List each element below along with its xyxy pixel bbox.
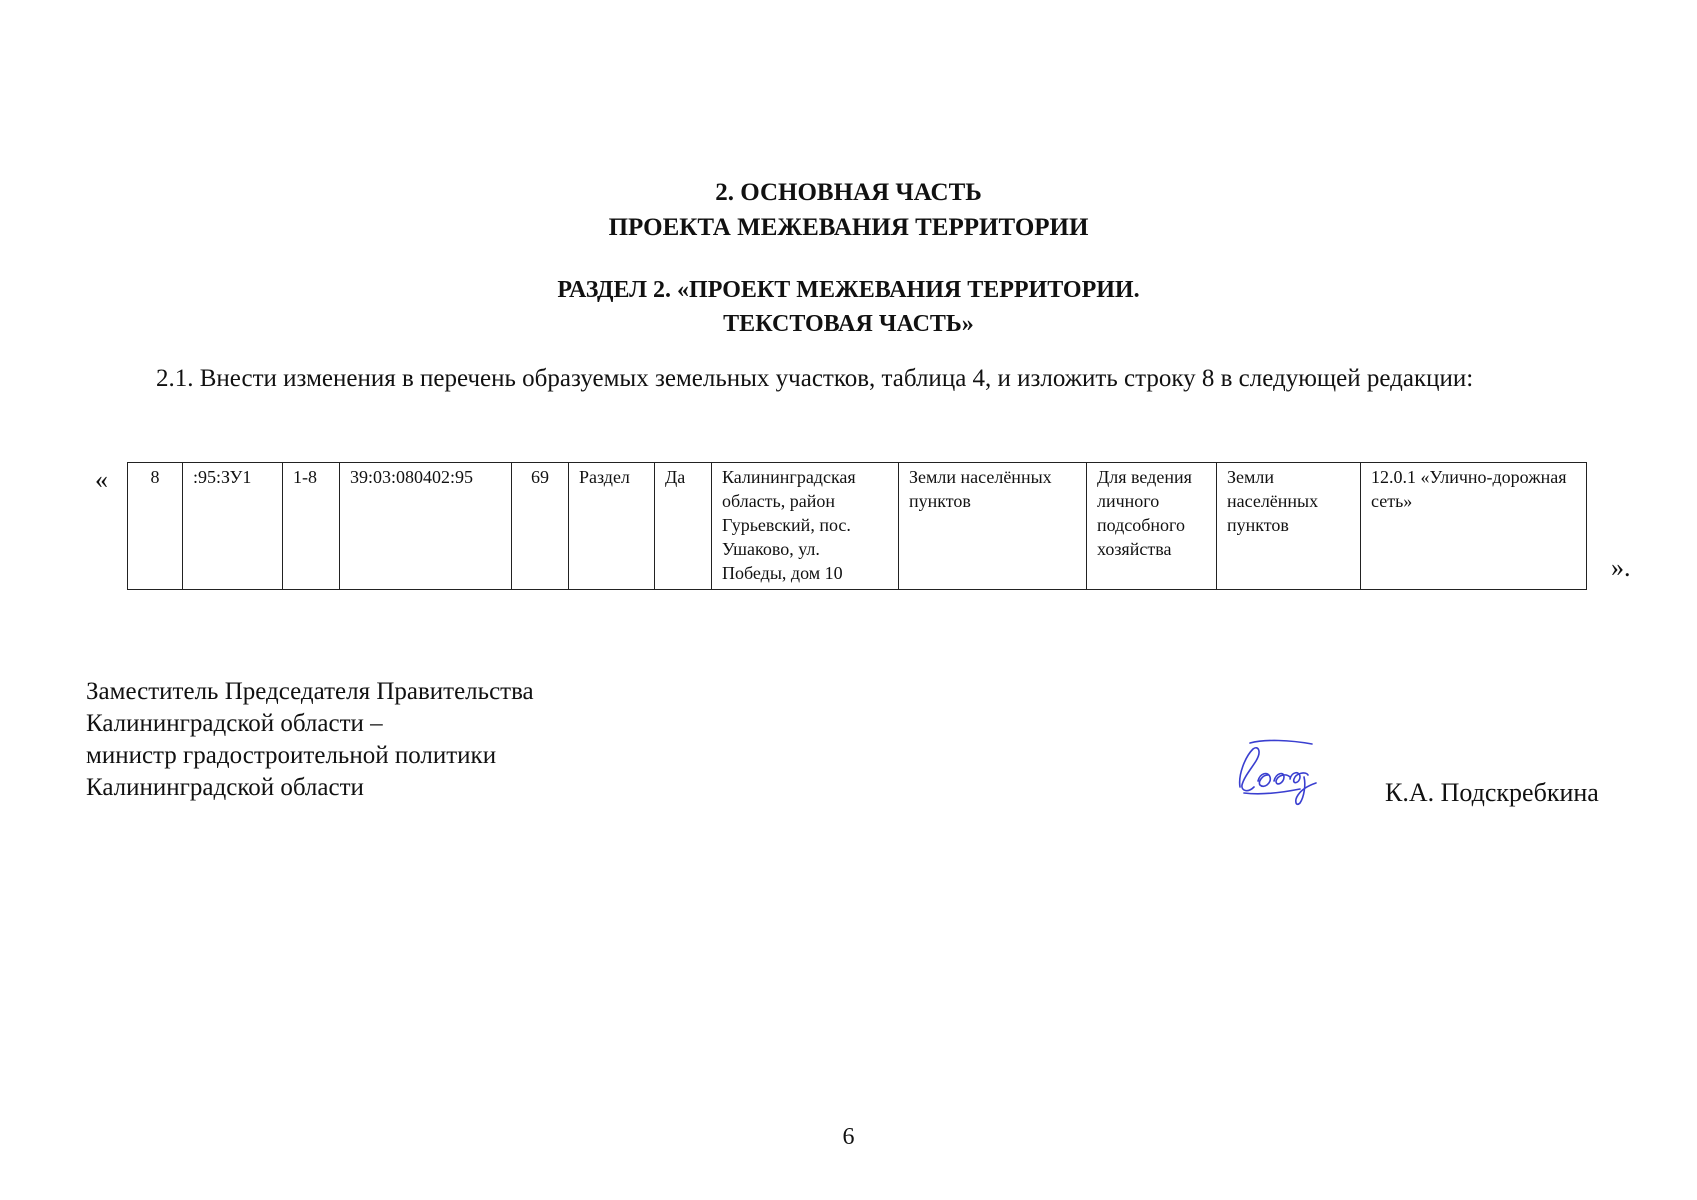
page-number: 6 [842,1124,855,1150]
cell-row-number: 8 [128,463,183,590]
section-title-line-1: РАЗДЕЛ 2. «ПРОЕКТ МЕЖЕВАНИЯ ТЕРРИТОРИИ. [557,277,1140,303]
signatory-line-1: Заместитель Председателя Правительства [86,678,534,705]
handwritten-signature [1220,735,1330,810]
signatory-line-3: министр градостроительной политики [86,742,497,769]
closing-quote: ». [1611,553,1631,582]
cell-address: Калининградская область, район Гурьевский, пос. Ушаково, ул. Победы, дом 10 [712,463,899,590]
cell-use-code: 12.0.1 «Улично-дорожная сеть» [1361,463,1587,590]
cell-land-category: Земли населённых пунктов [899,463,1087,590]
document-title [0,175,1697,245]
amendment-text: 2.1. Внести изменения в перечень образуемых земельных участков, таблица 4, и изложить строку 8 в следующей редакции: [156,365,1474,392]
opening-quote: « [95,465,108,494]
section-title [0,273,1697,341]
signer-name: К.А. Подскребкина [1385,778,1599,807]
cell-plot-designation: :95:ЗУ1 [183,463,283,590]
signatory-position [86,676,534,804]
signatory-line-2: Калининградской области – [86,710,383,737]
cell-flag: Да [655,463,712,590]
cell-method: Раздел [569,463,655,590]
title-line-1: 2. ОСНОВНАЯ ЧАСТЬ [715,179,982,206]
amendment-paragraph [86,362,1623,395]
land-plot-table [127,462,1587,590]
cell-points: 1-8 [283,463,340,590]
cell-land-category-2: Земли населённых пунктов [1217,463,1361,590]
section-title-line-2: ТЕКСТОВАЯ ЧАСТЬ» [723,311,974,337]
table-row [128,463,1587,590]
title-line-2: ПРОЕКТА МЕЖЕВАНИЯ ТЕРРИТОРИИ [608,214,1089,241]
cell-permitted-use: Для ведения личного подсобного хозяйства [1087,463,1217,590]
cell-area: 69 [512,463,569,590]
cell-cadastral-number: 39:03:080402:95 [340,463,512,590]
signatory-line-4: Калининградской области [86,774,364,801]
